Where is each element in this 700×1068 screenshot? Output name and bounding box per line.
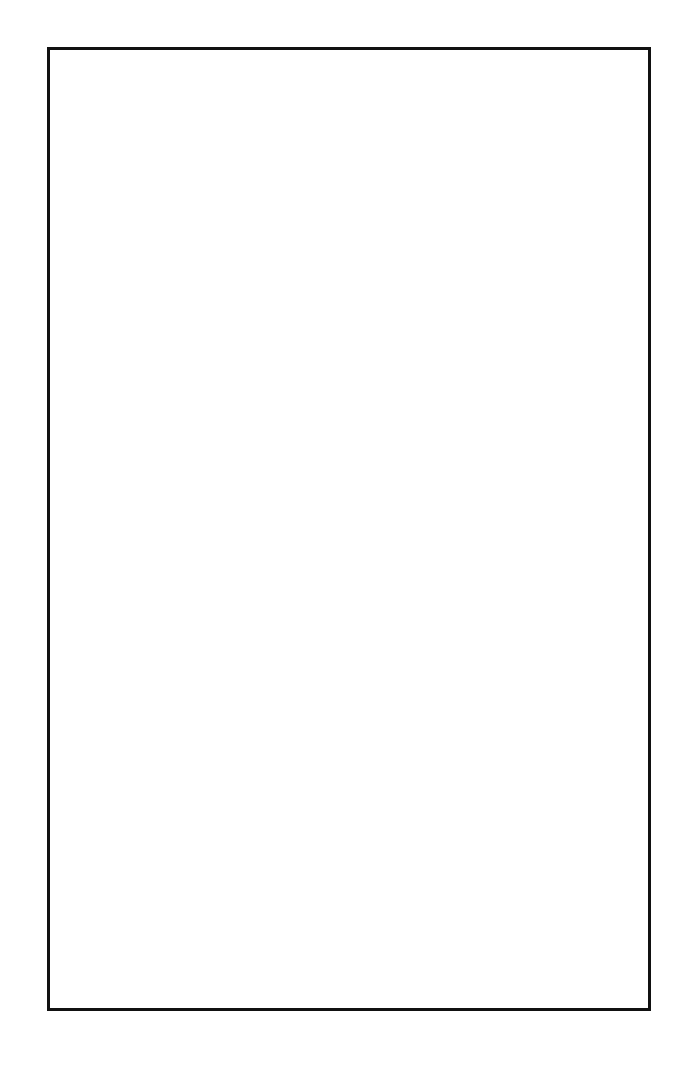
line-10 [64,460,636,502]
line-5 [64,252,636,294]
page-text [64,86,636,835]
line-17 [64,752,636,794]
line-9 [64,419,636,461]
line-14 [64,627,636,669]
page-number [0,1024,700,1048]
line-3 [64,169,636,211]
line-18 [64,793,636,835]
line-16 [64,710,636,752]
line-1 [64,86,636,128]
line-13 [64,585,636,627]
line-7 [64,336,636,378]
line-12 [64,544,636,586]
line-4 [64,211,636,253]
line-11 [64,502,636,544]
line-8 [64,377,636,419]
line-6 [64,294,636,336]
line-2 [64,128,636,170]
line-15 [64,668,636,710]
